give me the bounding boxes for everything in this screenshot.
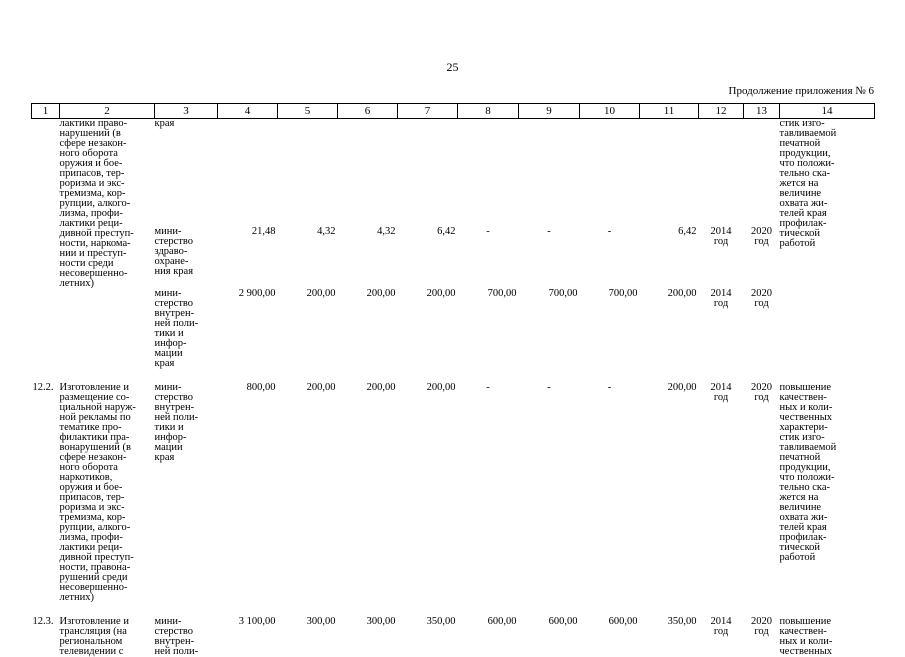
cell-total: 2 900,00 — [238, 288, 276, 299]
executor: мини- стерство здраво- охране- ния края — [154, 226, 194, 277]
cell-year: 200,00 — [366, 288, 396, 299]
appendix-caption: Продолжение приложения № 6 — [728, 85, 874, 97]
cell-year: 300,00 — [306, 616, 336, 627]
cell-year: - — [607, 226, 612, 237]
cell-year: 200,00 — [306, 382, 336, 393]
end-year: 2020 год — [751, 288, 772, 309]
header-col-7: 7 — [398, 104, 458, 119]
cell-year: 200,00 — [306, 288, 336, 299]
cell-year: 700,00 — [548, 288, 578, 299]
cell-year: 200,00 — [426, 288, 456, 299]
cell-year: 200,00 — [667, 288, 697, 299]
cell-year: 6,42 — [437, 226, 456, 237]
end-year: 2020 год — [751, 382, 772, 403]
header-col-11: 11 — [640, 104, 699, 119]
header-col-6: 6 — [338, 104, 398, 119]
cell-year: 600,00 — [548, 616, 578, 627]
table-row — [32, 289, 875, 369]
expected-result-continued: стик изго- тавливаемой печатной продукции, что положи- тельно ска- жется на величине охвата жи- телей края профилак- тической работой — [779, 118, 837, 249]
expected-result: повышение качествен- ных и коли- чественных характери- стик изго- тавливаемой печатной продукции, что положи- тельно ска- жется на величине охвата жи- телей края профилак- тической работой — [779, 382, 837, 563]
header-col-4: 4 — [218, 104, 278, 119]
executor: мини- стерство внутрен- ней поли- — [154, 616, 199, 657]
executor-tail: края — [154, 118, 175, 129]
header-col-8: 8 — [458, 104, 519, 119]
executor: мини- стерство внутрен- ней поли- тики и инфор- мации края — [154, 382, 199, 463]
activity-name-continued: лактики право- нарушений (в сфере незакон- ного оборота оружия и бое- припасов, тер- роризма и экс- тремизма, кор- рупции, алкого- лизма, профи- лактики реци- дивной преступ- ности, наркома- нии и преступ- ности среди несовершенно- летних) — [59, 118, 134, 289]
header-col-10: 10 — [580, 104, 640, 119]
cell-year: 350,00 — [667, 616, 697, 627]
end-year: 2020 год — [751, 226, 772, 247]
start-year: 2014 год — [710, 226, 732, 247]
cell-year: 700,00 — [608, 288, 638, 299]
cell-year: 200,00 — [667, 382, 697, 393]
cell-year: - — [547, 382, 551, 393]
cell-year: 4,32 — [317, 226, 336, 237]
expected-result: повышение качествен- ных и коли- чественных — [779, 616, 833, 657]
cell-year: 4,32 — [377, 226, 396, 237]
header-col-1: 1 — [32, 104, 60, 119]
table-row — [32, 383, 875, 603]
cell-year: 600,00 — [487, 616, 517, 627]
header-row — [32, 104, 875, 119]
table-row — [32, 119, 875, 225]
header-col-3: 3 — [155, 104, 218, 119]
cell-year: - — [486, 226, 490, 237]
start-year: 2014 год — [710, 616, 732, 637]
activity-name: Изготовление и трансляция (на региональном телевидении с — [59, 616, 129, 657]
table-row — [32, 617, 875, 657]
cell-year: 300,00 — [366, 616, 396, 627]
start-year: 2014 год — [710, 382, 732, 403]
appendix-table — [31, 103, 875, 657]
cell-year: 700,00 — [487, 288, 517, 299]
cell-year: - — [486, 382, 490, 393]
cell-year: - — [547, 226, 551, 237]
row-number: 12.3. — [32, 616, 54, 627]
table-row — [32, 224, 875, 289]
cell-total: 3 100,00 — [238, 616, 276, 627]
start-year: 2014 год — [710, 288, 732, 309]
cell-year: - — [607, 382, 612, 393]
header-col-5: 5 — [278, 104, 338, 119]
cell-total: 21,48 — [251, 226, 276, 237]
header-col-14: 14 — [780, 104, 875, 119]
cell-year: 200,00 — [366, 382, 396, 393]
cell-year: 200,00 — [426, 382, 456, 393]
header-col-12: 12 — [699, 104, 744, 119]
row-number: 12.2. — [32, 382, 54, 393]
activity-name: Изготовление и размещение со- циальной наруж- ной рекламы по тематике про- филактики пра- вонарушений (в сфере незакон- ного оборота наркотиков, оружия и бое- припасов, тер- роризма и экс- тремизма, кор- рупции, алкого- лизма, профи- лактики реци- дивной преступ- ности, правона- рушений среди несовершенно- летних) — [59, 382, 136, 603]
cell-year: 350,00 — [426, 616, 456, 627]
end-year: 2020 год — [751, 616, 772, 637]
cell-year: 600,00 — [608, 616, 638, 627]
header-col-2: 2 — [60, 104, 155, 119]
cell-total: 800,00 — [246, 382, 276, 393]
executor: мини- стерство внутрен- ней поли- тики и инфор- мации края — [154, 288, 199, 369]
header-col-13: 13 — [744, 104, 780, 119]
cell-year: 6,42 — [678, 226, 697, 237]
header-col-9: 9 — [519, 104, 580, 119]
page-number: 25 — [446, 60, 459, 74]
